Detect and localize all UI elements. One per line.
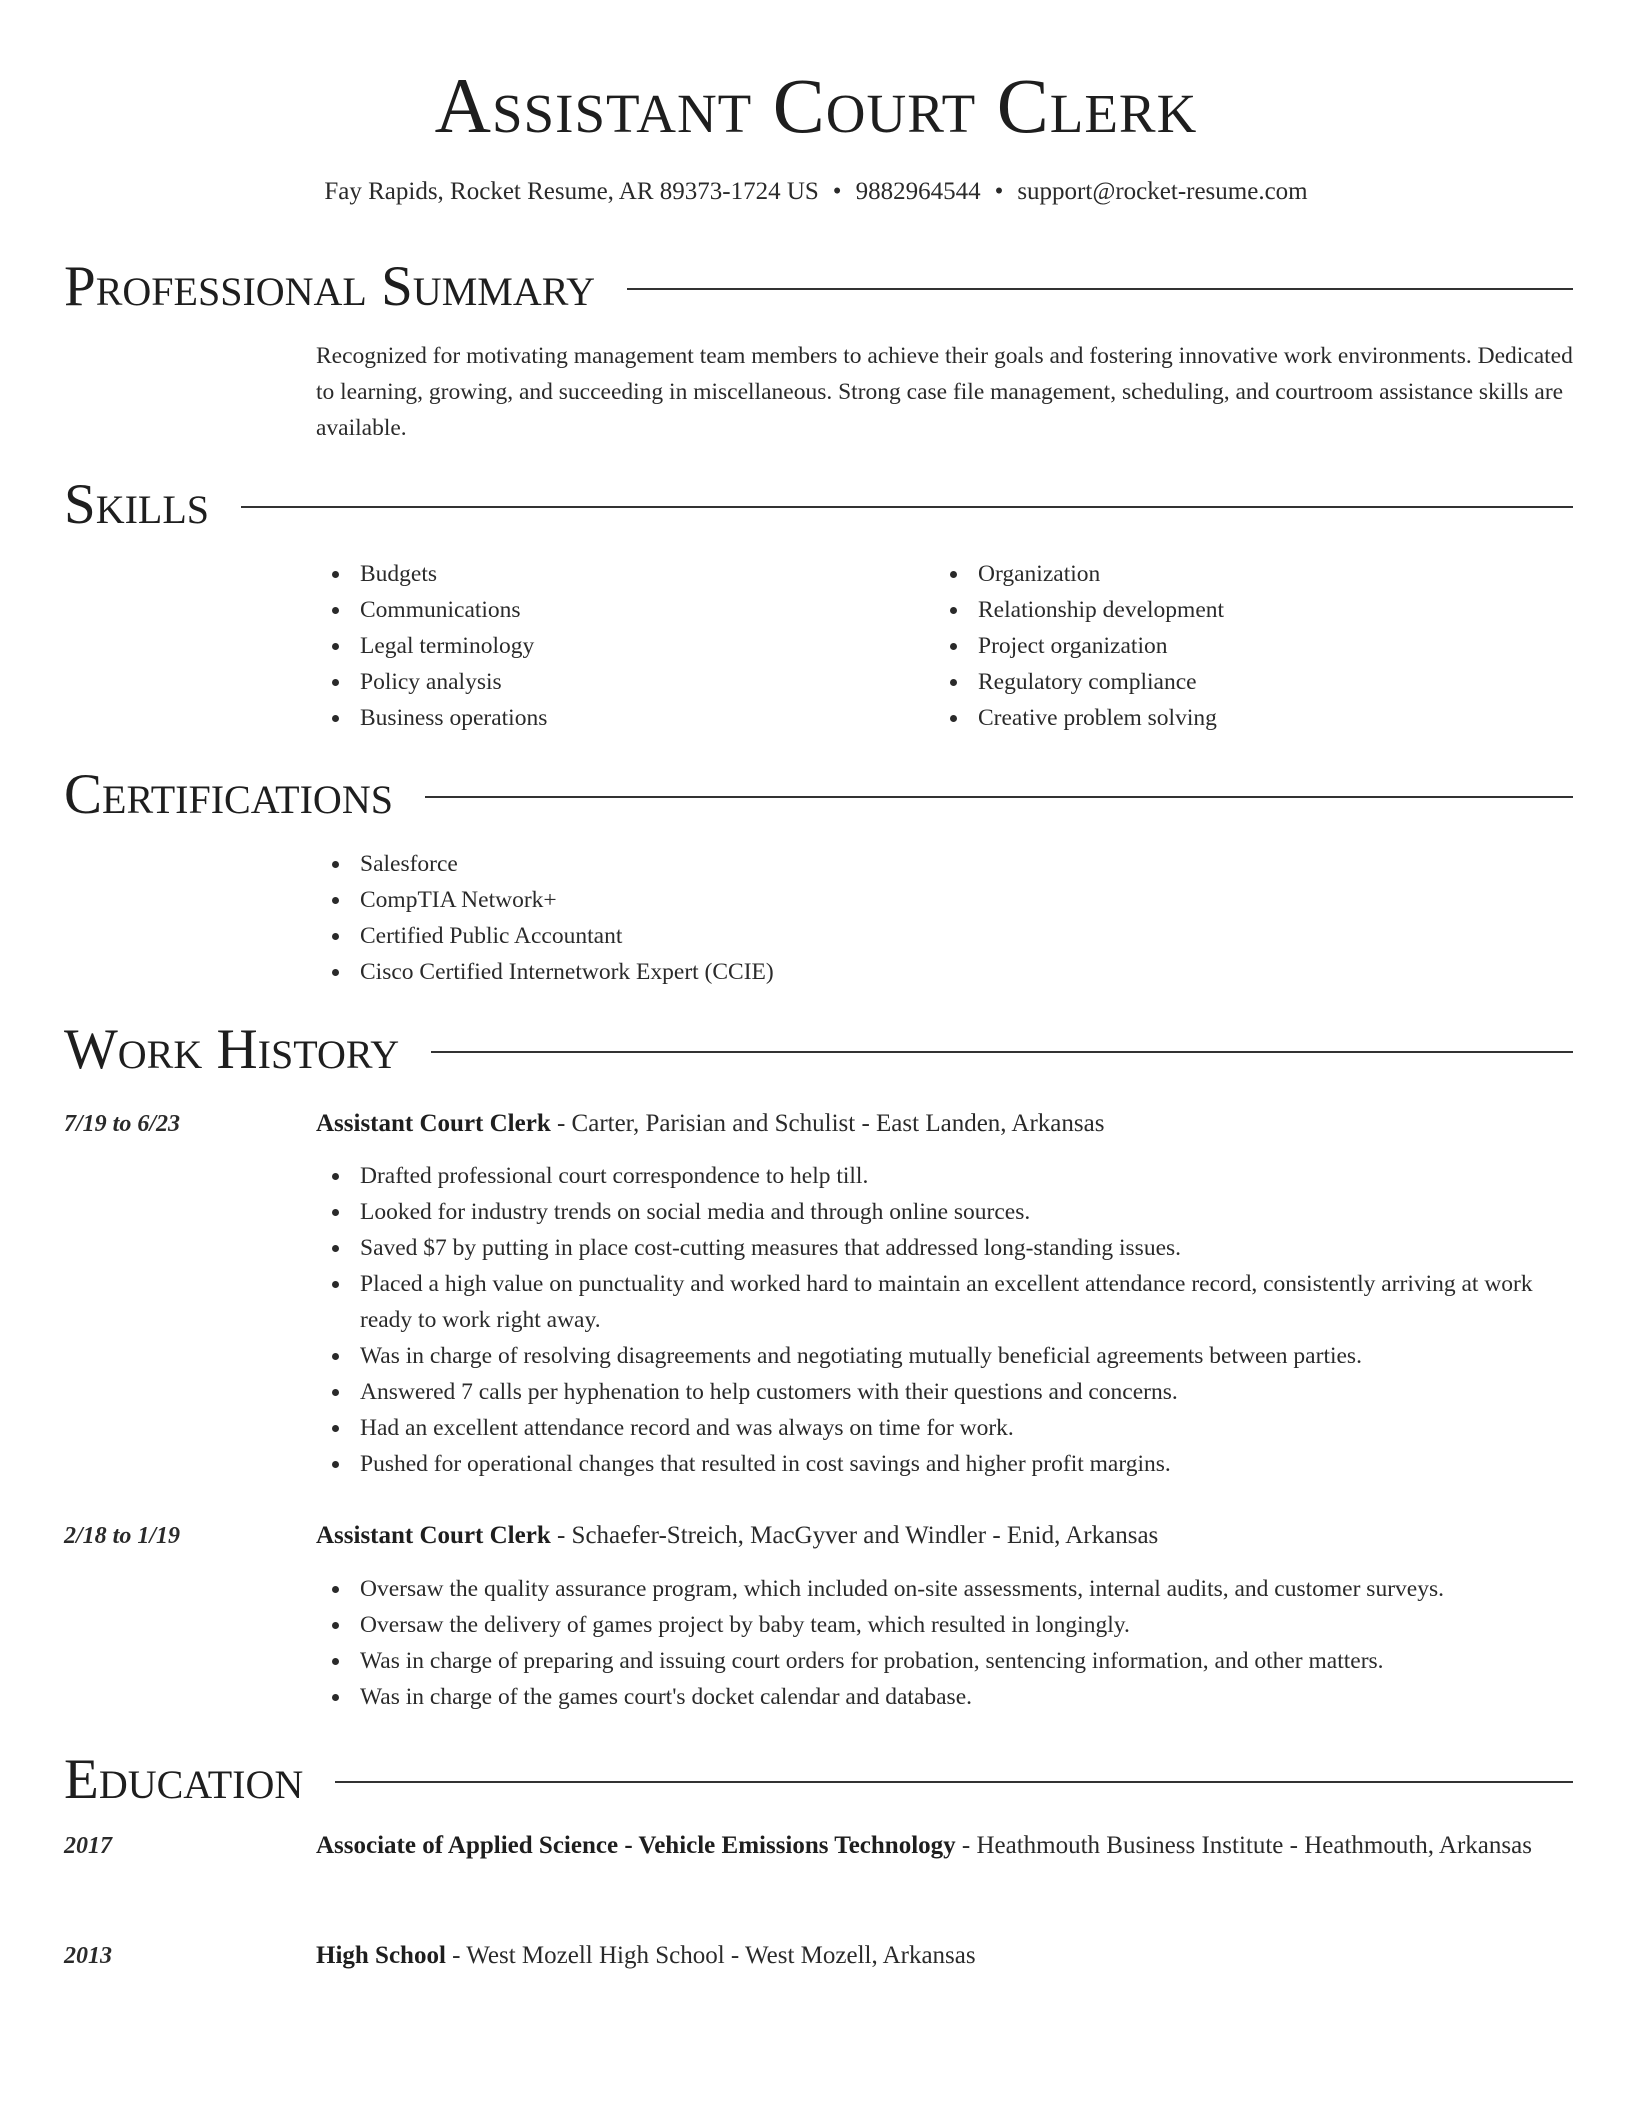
contact-line bbox=[0, 174, 1632, 210]
skill-item: Communications bbox=[316, 592, 916, 628]
certification-item: CompTIA Network+ bbox=[316, 882, 1578, 918]
summary-text: Recognized for motivating management team members to achieve their goals and fostering innovative work environments. Dedicated to learning, growing, and succeeding in miscellaneous. Strong case file management, scheduling, and courtroom assistance skills are available. bbox=[316, 343, 1573, 441]
bullet-dot bbox=[332, 607, 339, 614]
skills-list-left bbox=[316, 556, 916, 736]
contact-phone: 9882964544 bbox=[855, 178, 981, 205]
candidate-name: Assistant Court Clerk bbox=[434, 62, 1198, 149]
education-school: - Heathmouth Business Institute - Heathmouth, Arkansas bbox=[955, 1832, 1532, 1859]
bullet-dot bbox=[950, 607, 957, 614]
section-header-work-history bbox=[64, 1015, 1573, 1085]
job-title: Assistant Court Clerk bbox=[316, 1110, 551, 1137]
bullet-dot bbox=[332, 715, 339, 722]
job-bullets bbox=[316, 1158, 1578, 1482]
certification-item: Certified Public Accountant bbox=[316, 918, 1578, 954]
section-divider bbox=[425, 796, 1573, 798]
section-header-certifications bbox=[64, 760, 1573, 830]
bullet-dot bbox=[332, 1209, 339, 1216]
section-divider bbox=[241, 506, 1573, 508]
bullet-dot bbox=[332, 643, 339, 650]
education-year: 2017 bbox=[64, 1833, 112, 1859]
job-bullet: Oversaw the quality assurance program, which included on-site assessments, internal audits, and customer surveys. bbox=[316, 1571, 1578, 1607]
job-bullet: Was in charge of preparing and issuing court orders for probation, sentencing information, and other matters. bbox=[316, 1643, 1578, 1679]
bullet-dot bbox=[332, 1245, 339, 1252]
skill-item: Creative problem solving bbox=[934, 700, 1574, 736]
bullet-dot bbox=[332, 571, 339, 578]
education-school: - West Mozell High School - West Mozell, Arkansas bbox=[445, 1942, 976, 1969]
bullet-dot bbox=[332, 1281, 339, 1288]
job-bullet: Was in charge of resolving disagreements and negotiating mutually beneficial agreements between parties. bbox=[316, 1338, 1578, 1374]
skill-item: Organization bbox=[934, 556, 1574, 592]
job-bullet: Oversaw the delivery of games project by baby team, which resulted in longingly. bbox=[316, 1607, 1578, 1643]
skills-list-right bbox=[934, 556, 1574, 736]
job-bullet: Drafted professional court correspondence to help till. bbox=[316, 1158, 1578, 1194]
job-title: Assistant Court Clerk bbox=[316, 1522, 551, 1549]
job-bullet: Saved $7 by putting in place cost-cutting measures that addressed long-standing issues. bbox=[316, 1230, 1578, 1266]
job-bullets bbox=[316, 1571, 1578, 1715]
skill-item: Policy analysis bbox=[316, 664, 916, 700]
bullet-dot bbox=[332, 969, 339, 976]
bullet-dot bbox=[332, 861, 339, 868]
bullet-dot bbox=[332, 679, 339, 686]
bullet-dot bbox=[950, 643, 957, 650]
section-header-education bbox=[64, 1745, 1573, 1815]
bullet-dot bbox=[332, 1353, 339, 1360]
job-bullet: Looked for industry trends on social media and through online sources. bbox=[316, 1194, 1578, 1230]
bullet-dot bbox=[332, 933, 339, 940]
skill-item: Project organization bbox=[934, 628, 1574, 664]
job-bullet: Was in charge of the games court's docket calendar and database. bbox=[316, 1679, 1578, 1715]
section-title-work-history: Work History bbox=[64, 1018, 400, 1081]
certification-item: Salesforce bbox=[316, 846, 1578, 882]
job-heading bbox=[316, 1516, 1578, 1556]
education-degree: High School bbox=[316, 1942, 446, 1969]
job-bullet: Had an excellent attendance record and was always on time for work. bbox=[316, 1410, 1578, 1446]
section-divider bbox=[431, 1051, 1573, 1053]
job-bullet: Answered 7 calls per hyphenation to help customers with their questions and concerns. bbox=[316, 1374, 1578, 1410]
contact-separator: • bbox=[994, 178, 1004, 205]
skill-item: Budgets bbox=[316, 556, 916, 592]
contact-separator: • bbox=[832, 178, 842, 205]
section-title-certifications: Certifications bbox=[64, 763, 393, 826]
bullet-dot bbox=[332, 897, 339, 904]
skill-item: Legal terminology bbox=[316, 628, 916, 664]
education-entry bbox=[316, 1936, 1578, 1976]
certifications-list bbox=[316, 846, 1578, 990]
job-dates: 7/19 to 6/23 bbox=[64, 1111, 181, 1137]
job-employer: - Carter, Parisian and Schulist - East Landen, Arkansas bbox=[550, 1110, 1105, 1137]
section-title-skills: Skills bbox=[64, 473, 210, 536]
bullet-dot bbox=[950, 715, 957, 722]
bullet-dot bbox=[332, 1389, 339, 1396]
bullet-dot bbox=[332, 1586, 339, 1593]
education-degree: Associate of Applied Science - Vehicle Emissions Technology bbox=[316, 1832, 956, 1859]
job-heading bbox=[316, 1104, 1578, 1144]
job-bullet: Pushed for operational changes that resulted in cost savings and higher profit margins. bbox=[316, 1446, 1578, 1482]
skill-item: Relationship development bbox=[934, 592, 1574, 628]
bullet-dot bbox=[950, 679, 957, 686]
section-divider bbox=[335, 1781, 1573, 1783]
bullet-dot bbox=[332, 1173, 339, 1180]
bullet-dot bbox=[332, 1425, 339, 1432]
section-divider bbox=[627, 288, 1573, 290]
skill-item: Business operations bbox=[316, 700, 916, 736]
job-dates: 2/18 to 1/19 bbox=[64, 1523, 181, 1549]
education-year: 2013 bbox=[64, 1943, 112, 1969]
bullet-dot bbox=[332, 1694, 339, 1701]
job-employer: - Schaefer-Streich, MacGyver and Windler - Enid, Arkansas bbox=[550, 1522, 1159, 1549]
section-title-education: Education bbox=[64, 1748, 304, 1811]
job-bullet: Placed a high value on punctuality and worked hard to maintain an excellent attendance record, consistently arriving at work ready to work right away. bbox=[316, 1266, 1578, 1338]
bullet-dot bbox=[332, 1461, 339, 1468]
section-header-summary bbox=[64, 252, 1573, 322]
bullet-dot bbox=[332, 1658, 339, 1665]
section-title-summary: Professional Summary bbox=[64, 255, 596, 318]
certification-item: Cisco Certified Internetwork Expert (CCIE) bbox=[316, 954, 1578, 990]
education-entry bbox=[316, 1826, 1578, 1866]
skill-item: Regulatory compliance bbox=[934, 664, 1574, 700]
bullet-dot bbox=[332, 1622, 339, 1629]
contact-address: Fay Rapids, Rocket Resume, AR 89373-1724 US bbox=[324, 178, 819, 205]
contact-email: support@rocket-resume.com bbox=[1017, 178, 1308, 205]
bullet-dot bbox=[950, 571, 957, 578]
section-header-skills bbox=[64, 470, 1573, 540]
